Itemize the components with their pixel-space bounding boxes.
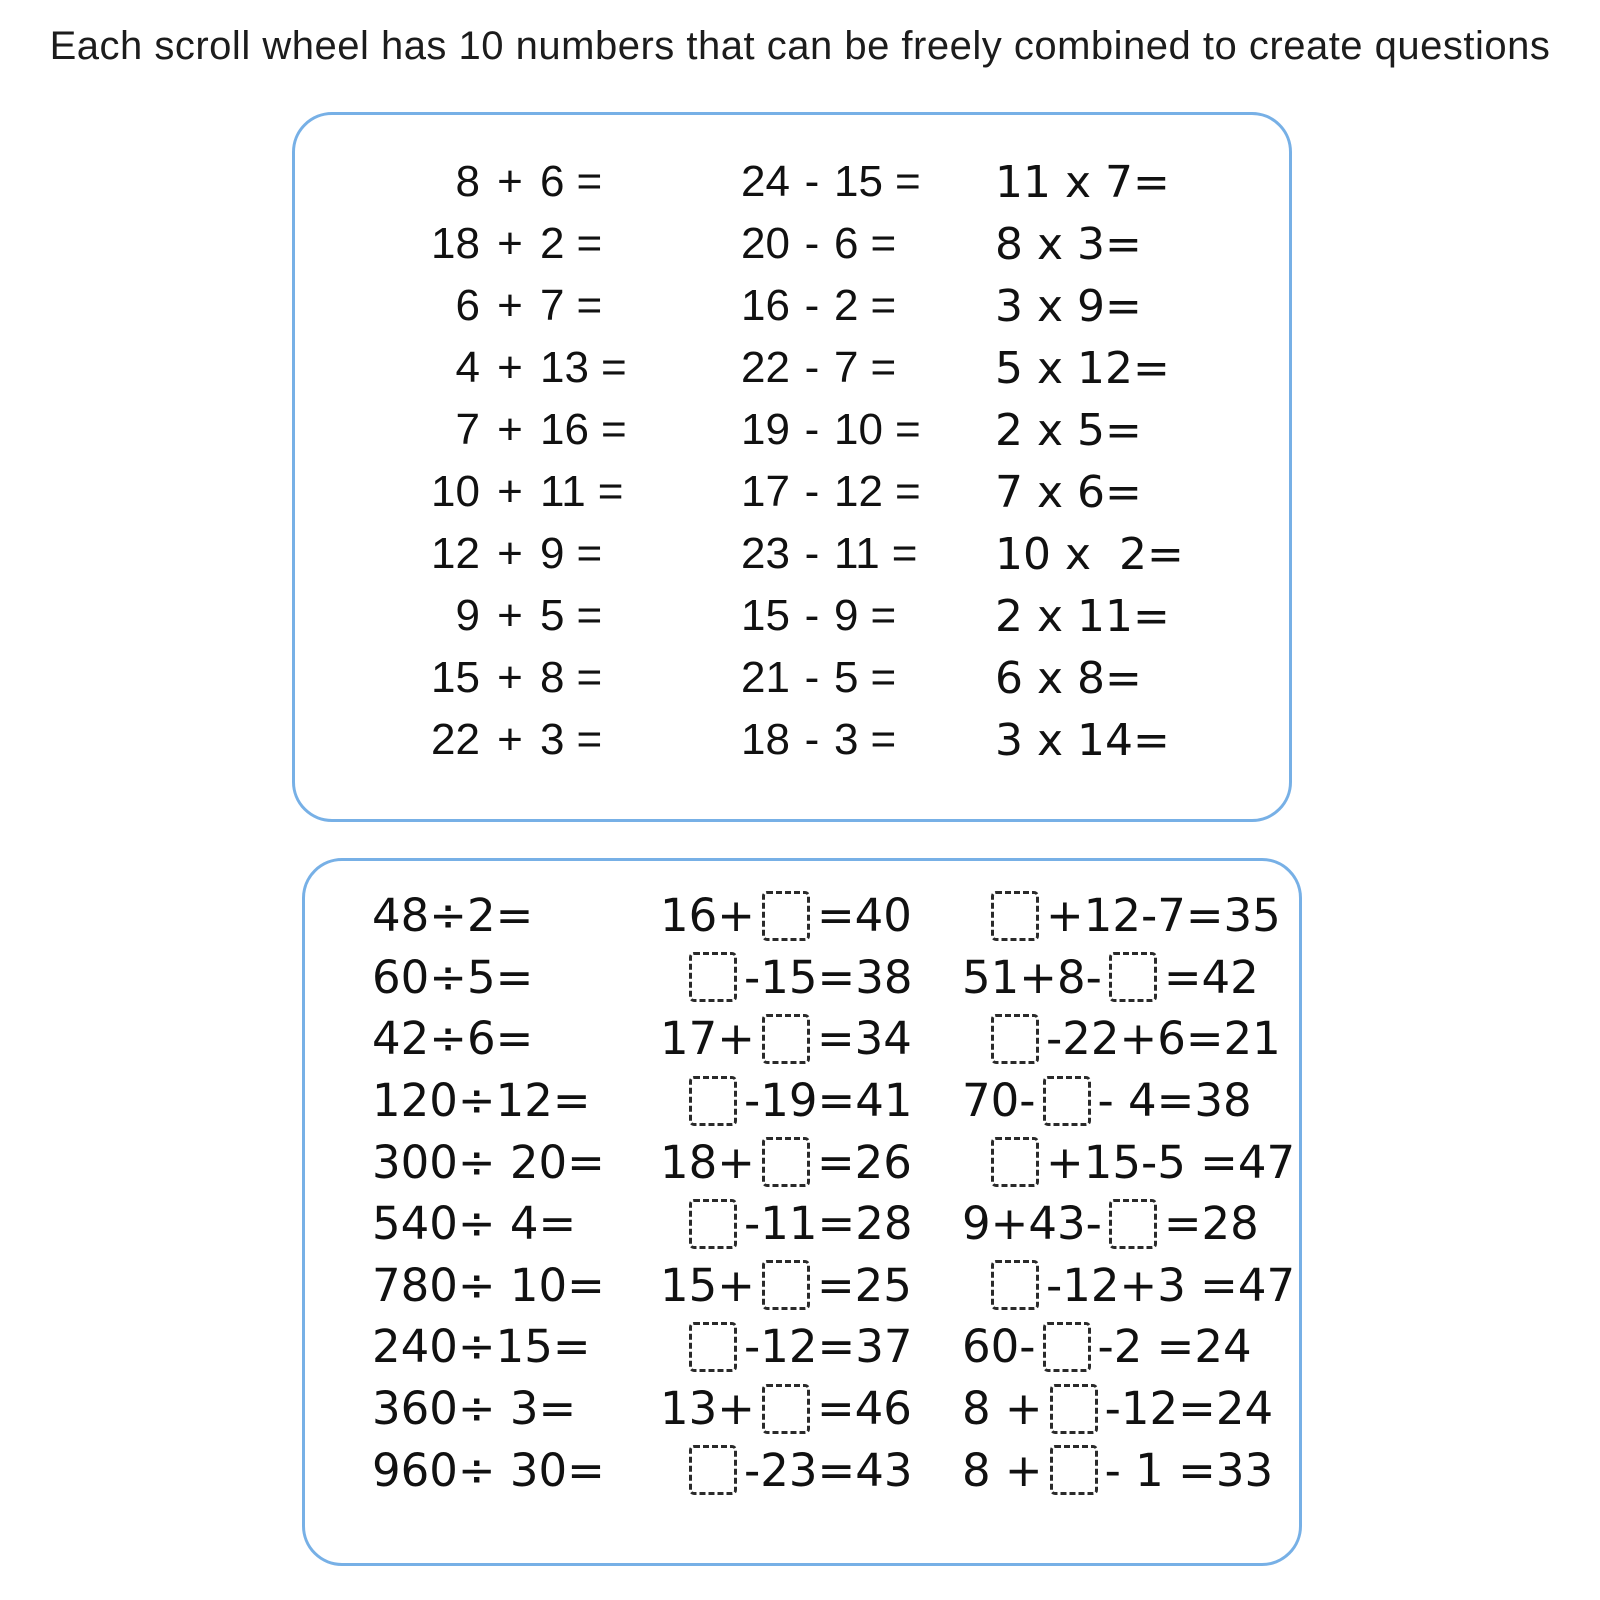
operand-left: 19: [741, 405, 790, 454]
operand-left: 16: [741, 281, 790, 330]
operator: +: [497, 343, 523, 392]
equals-sign: =: [600, 405, 627, 454]
problem-row: [380, 337, 627, 399]
problem-text: 60-: [962, 1320, 1036, 1374]
problem-row: [380, 585, 627, 647]
equals-sign: =: [870, 653, 897, 702]
problem-row: [995, 337, 1184, 399]
equals-sign: =: [870, 591, 897, 640]
problem-text: -19=41: [744, 1074, 913, 1128]
answer-blank[interactable]: [1109, 1199, 1157, 1249]
addition-column: [380, 151, 627, 771]
operand-right: 7: [834, 343, 859, 392]
problem-row: [372, 1316, 605, 1378]
problem-row: [962, 1008, 1295, 1070]
problem-row: [660, 1316, 912, 1378]
operand-left: 20: [741, 219, 790, 268]
problem-row: [380, 709, 627, 771]
answer-blank[interactable]: [1043, 1322, 1091, 1372]
problem-text: 51+8-: [962, 950, 1102, 1004]
problem-text: - 1 =33: [1104, 1443, 1274, 1497]
problem-row: [995, 213, 1184, 275]
problem-row: [372, 1008, 605, 1070]
operator: +: [497, 281, 523, 330]
equals-sign: =: [894, 405, 921, 454]
problem-row: [962, 1131, 1295, 1193]
problem-row: [372, 1131, 605, 1193]
problem-text: =25: [816, 1258, 912, 1312]
problem-text: +12-7=35: [1046, 889, 1281, 943]
operator: -: [804, 591, 820, 640]
operator: -: [804, 281, 820, 330]
operand-left: 24: [741, 157, 790, 206]
operand-right: 9: [540, 529, 565, 578]
answer-blank[interactable]: [762, 1384, 810, 1434]
equals-sign: =: [597, 467, 624, 516]
multiplication-column: [995, 151, 1184, 771]
equals-sign: =: [870, 281, 897, 330]
problem-row: [660, 1439, 912, 1501]
operand-right: 8: [540, 653, 565, 702]
operand-right: 16: [540, 405, 589, 454]
problem-row: [995, 461, 1184, 523]
problem-row: [660, 1255, 912, 1317]
problem-text: -15=38: [744, 950, 913, 1004]
problem-text: 2 x 5=: [995, 404, 1142, 456]
operand-right: 11: [834, 529, 880, 578]
operand-left: 22: [431, 715, 480, 764]
equals-sign: =: [576, 281, 603, 330]
problem-row: [995, 151, 1184, 213]
operand-right: 5: [540, 591, 565, 640]
problem-row: [995, 647, 1184, 709]
problem-text: =26: [816, 1135, 912, 1189]
problem-row: [380, 399, 627, 461]
problem-text: 8 +: [962, 1382, 1043, 1436]
problem-row: [660, 1131, 912, 1193]
problem-row: [718, 275, 921, 337]
problem-row: [995, 399, 1184, 461]
operand-right: 6: [540, 157, 565, 206]
operator: -: [804, 157, 820, 206]
operand-right: 10: [834, 405, 883, 454]
problem-text: -11=28: [744, 1197, 913, 1251]
operator: -: [804, 405, 820, 454]
problem-row: [962, 885, 1295, 947]
problem-row: [718, 213, 921, 275]
problem-text: +15-5 =47: [1046, 1135, 1296, 1189]
answer-blank[interactable]: [1109, 952, 1157, 1002]
equals-sign: =: [600, 343, 627, 392]
problem-text: 8 +: [962, 1443, 1043, 1497]
problem-text: 3 x 9=: [995, 280, 1142, 332]
operand-left: 9: [455, 591, 480, 640]
problem-text: 120÷12=: [372, 1074, 591, 1128]
problem-text: 48÷2=: [372, 889, 534, 943]
answer-blank[interactable]: [762, 1014, 810, 1064]
operand-right: 6: [834, 219, 859, 268]
answer-blank[interactable]: [1050, 1384, 1098, 1434]
operand-left: 21: [741, 653, 790, 702]
problem-row: [718, 151, 921, 213]
operand-right: 3: [540, 715, 565, 764]
problem-text: 540÷ 4=: [372, 1197, 577, 1251]
problem-row: [372, 1255, 605, 1317]
equals-sign: =: [576, 653, 603, 702]
problem-row: [660, 947, 912, 1009]
problem-row: [660, 1193, 912, 1255]
problem-text: =42: [1163, 950, 1259, 1004]
problem-text: 18+: [660, 1135, 755, 1189]
operand-left: 15: [741, 591, 790, 640]
operand-right: 9: [834, 591, 859, 640]
operator: -: [804, 653, 820, 702]
problem-row: [962, 1255, 1295, 1317]
problem-text: 240÷15=: [372, 1320, 591, 1374]
operand-right: 7: [540, 281, 565, 330]
problem-text: 300÷ 20=: [372, 1135, 605, 1189]
problem-text: -12=24: [1104, 1382, 1274, 1436]
answer-blank[interactable]: [689, 1445, 737, 1495]
problem-row: [718, 647, 921, 709]
equals-sign: =: [576, 715, 603, 764]
operator: +: [497, 467, 523, 516]
problem-text: 8 x 3=: [995, 218, 1142, 270]
operator: +: [497, 219, 523, 268]
problem-row: [718, 461, 921, 523]
problem-text: 9+43-: [962, 1197, 1102, 1251]
problem-text: 15+: [660, 1258, 755, 1312]
operand-left: 7: [455, 405, 480, 454]
problem-row: [660, 1008, 912, 1070]
operator: -: [804, 715, 820, 764]
operand-left: 18: [741, 715, 790, 764]
equals-sign: =: [894, 157, 921, 206]
problem-text: 13+: [660, 1382, 755, 1436]
problem-row: [380, 151, 627, 213]
problem-text: =40: [816, 889, 912, 943]
problem-text: - 4=38: [1097, 1074, 1252, 1128]
problem-row: [660, 1378, 912, 1440]
problem-text: 780÷ 10=: [372, 1258, 605, 1312]
operator: +: [497, 529, 523, 578]
problem-text: 11 x 7=: [995, 156, 1170, 208]
equals-sign: =: [894, 467, 921, 516]
problem-row: [372, 1193, 605, 1255]
operand-left: 6: [455, 281, 480, 330]
problem-text: 17+: [660, 1012, 755, 1066]
operator: -: [804, 343, 820, 392]
problem-row: [372, 947, 605, 1009]
problem-row: [718, 399, 921, 461]
problem-row: [372, 1070, 605, 1132]
operand-right: 12: [834, 467, 883, 516]
equals-sign: =: [576, 529, 603, 578]
operand-right: 5: [834, 653, 859, 702]
operator: +: [497, 653, 523, 702]
answer-blank[interactable]: [689, 1199, 737, 1249]
problem-text: 16+: [660, 889, 755, 943]
problem-row: [995, 523, 1184, 585]
problem-row: [962, 1378, 1295, 1440]
problem-text: 60÷5=: [372, 950, 534, 1004]
operator: +: [497, 715, 523, 764]
problem-text: -12+3 =47: [1046, 1258, 1296, 1312]
operand-left: 23: [741, 529, 790, 578]
equals-sign: =: [576, 591, 603, 640]
problem-text: -12=37: [744, 1320, 913, 1374]
problem-text: -23=43: [744, 1443, 913, 1497]
answer-blank[interactable]: [1043, 1076, 1091, 1126]
problem-text: -22+6=21: [1046, 1012, 1281, 1066]
problem-row: [380, 461, 627, 523]
operand-right: 11: [540, 467, 586, 516]
problem-text: 70-: [962, 1074, 1036, 1128]
answer-blank[interactable]: [689, 1076, 737, 1126]
equals-sign: =: [576, 157, 603, 206]
operand-left: 10: [431, 467, 480, 516]
equals-sign: =: [870, 715, 897, 764]
answer-blank[interactable]: [689, 952, 737, 1002]
problem-text: 3 x 14=: [995, 714, 1170, 766]
operator: +: [497, 405, 523, 454]
problems-box-basic-operations: [292, 112, 1292, 822]
answer-blank[interactable]: [991, 1260, 1039, 1310]
operator: +: [497, 591, 523, 640]
answer-blank[interactable]: [991, 1014, 1039, 1064]
problem-row: [380, 523, 627, 585]
problem-row: [380, 647, 627, 709]
problems-box-division-and-fill-blanks: [302, 858, 1302, 1566]
operator: -: [804, 219, 820, 268]
problem-row: [718, 709, 921, 771]
operand-left: 8: [455, 157, 480, 206]
problem-row: [718, 337, 921, 399]
problem-text: 10 x 2=: [995, 528, 1184, 580]
problem-text: 7 x 6=: [995, 466, 1142, 518]
equals-sign: =: [576, 219, 603, 268]
problem-row: [962, 1193, 1295, 1255]
answer-blank[interactable]: [991, 1137, 1039, 1187]
operand-right: 2: [540, 219, 565, 268]
equals-sign: =: [870, 219, 897, 268]
operand-right: 2: [834, 281, 859, 330]
answer-blank[interactable]: [762, 891, 810, 941]
problem-row: [995, 585, 1184, 647]
problem-text: 6 x 8=: [995, 652, 1142, 704]
problem-row: [660, 885, 912, 947]
answer-blank[interactable]: [991, 891, 1039, 941]
problem-text: 5 x 12=: [995, 342, 1170, 394]
problem-row: [660, 1070, 912, 1132]
answer-blank[interactable]: [762, 1137, 810, 1187]
problem-row: [995, 709, 1184, 771]
operand-left: 17: [741, 467, 790, 516]
operand-left: 12: [431, 529, 480, 578]
answer-blank[interactable]: [762, 1260, 810, 1310]
operand-right: 3: [834, 715, 859, 764]
answer-blank[interactable]: [689, 1322, 737, 1372]
operand-right: 13: [540, 343, 589, 392]
operand-left: 15: [431, 653, 480, 702]
problem-text: =34: [816, 1012, 912, 1066]
problem-row: [962, 947, 1295, 1009]
problem-row: [372, 1378, 605, 1440]
operand-left: 4: [455, 343, 480, 392]
operator: -: [804, 467, 820, 516]
problem-row: [380, 275, 627, 337]
problem-row: [718, 585, 921, 647]
problem-row: [962, 1316, 1295, 1378]
answer-blank[interactable]: [1050, 1445, 1098, 1495]
fill-blank-three-term-column: [962, 885, 1295, 1501]
problem-row: [962, 1070, 1295, 1132]
problem-text: 42÷6=: [372, 1012, 534, 1066]
operator: +: [497, 157, 523, 206]
operand-left: 22: [741, 343, 790, 392]
problem-text: 2 x 11=: [995, 590, 1170, 642]
operand-left: 18: [431, 219, 480, 268]
problem-row: [995, 275, 1184, 337]
problem-row: [962, 1439, 1295, 1501]
problem-text: -2 =24: [1097, 1320, 1252, 1374]
worksheet-title: Each scroll wheel has 10 numbers that can be freely combined to create questions: [49, 24, 1551, 68]
problem-text: 960÷ 30=: [372, 1443, 605, 1497]
problem-row: [372, 1439, 605, 1501]
problem-row: [380, 213, 627, 275]
equals-sign: =: [870, 343, 897, 392]
problem-text: =46: [816, 1382, 912, 1436]
problem-row: [372, 885, 605, 947]
equals-sign: =: [891, 529, 918, 578]
subtraction-column: [718, 151, 921, 771]
operand-right: 15: [834, 157, 883, 206]
fill-blank-two-term-column: [660, 885, 912, 1501]
operator: -: [804, 529, 820, 578]
problem-text: 360÷ 3=: [372, 1382, 577, 1436]
division-column: [372, 885, 605, 1501]
problem-row: [718, 523, 921, 585]
problem-text: =28: [1163, 1197, 1259, 1251]
